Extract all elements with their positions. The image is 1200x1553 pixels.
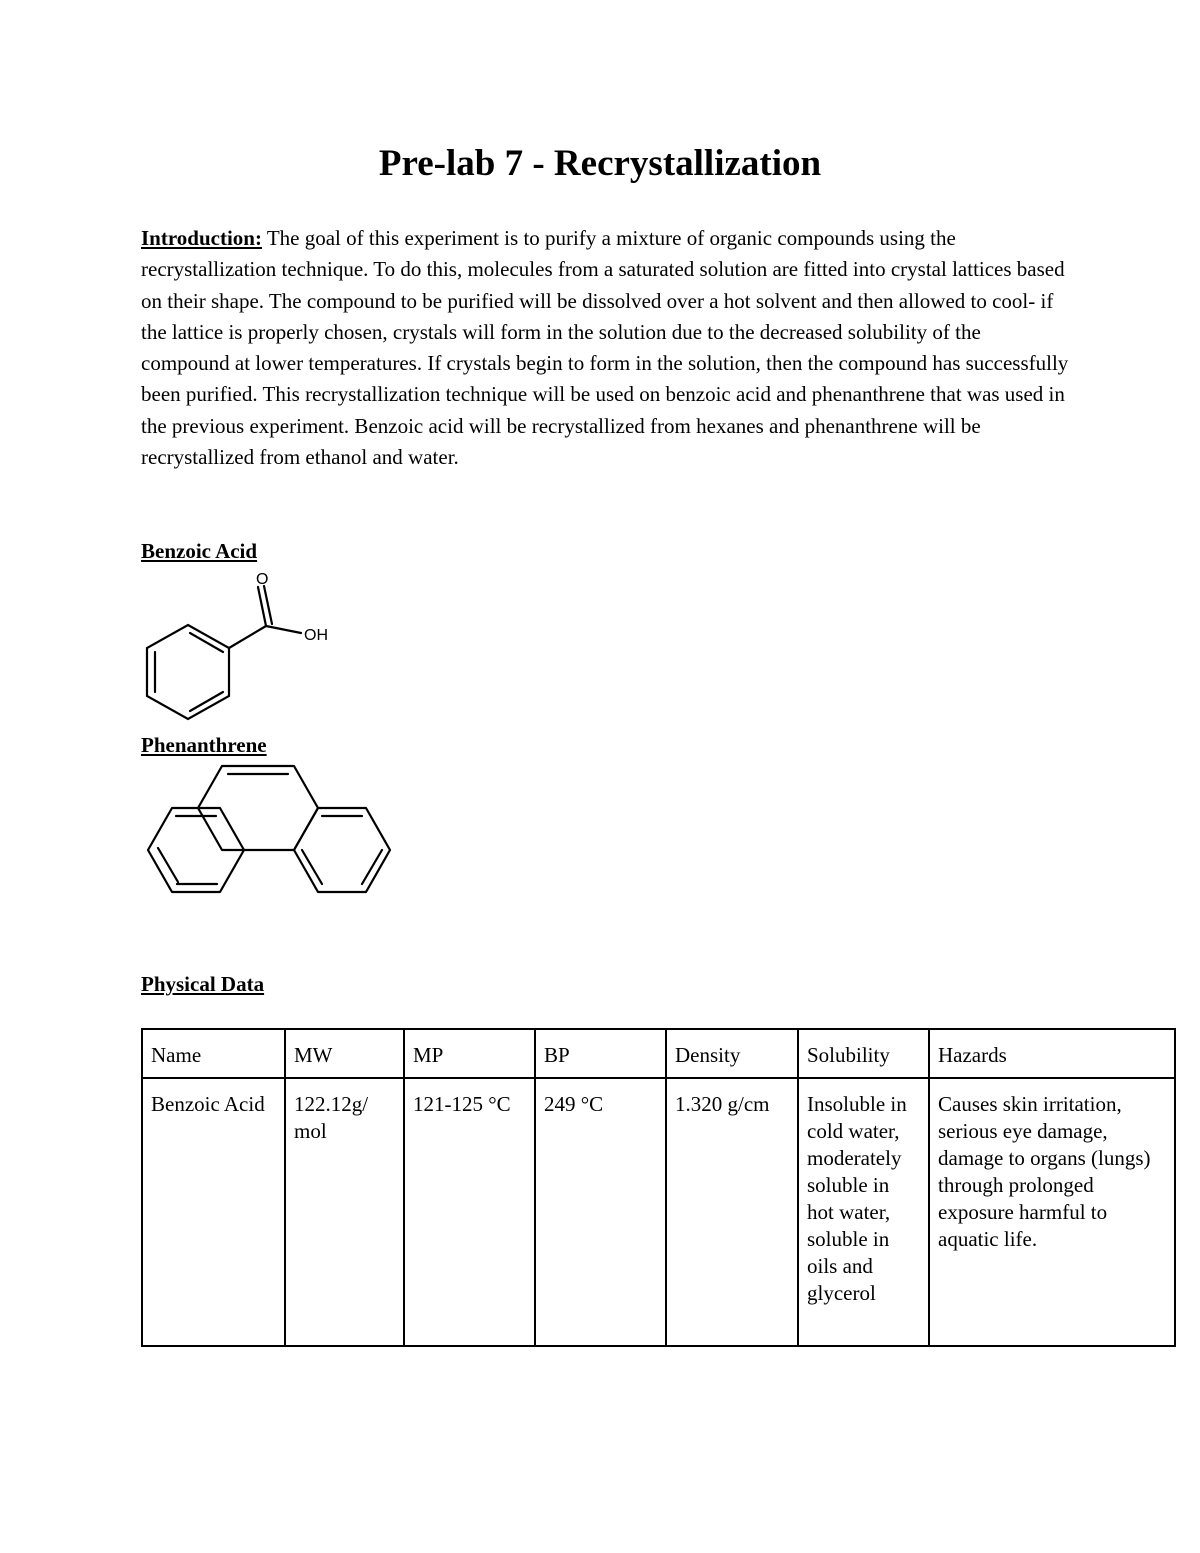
column-header-solubility: Solubility — [798, 1029, 929, 1078]
benzoic-acid-structure — [135, 565, 355, 730]
cell-name: Benzoic Acid — [142, 1078, 285, 1346]
cell-hazards: Causes skin irritation, serious eye damage, damage to organs (lungs) through prolonged exposure harmful to aquatic life. — [929, 1078, 1175, 1346]
page-title: Pre-lab 7 - Recrystallization — [378, 143, 822, 184]
benzoic-ring — [147, 625, 229, 719]
phenanthrene-structure — [140, 760, 400, 905]
phenanthrene-right-ring — [294, 808, 390, 892]
phenanthrene-heading: Phenanthrene — [141, 733, 267, 757]
physical-data-table — [141, 1028, 1176, 1347]
column-header-mp: MP — [404, 1029, 535, 1078]
oxygen-label: O — [256, 571, 269, 588]
column-header-bp: BP — [535, 1029, 666, 1078]
benzoic-acid-heading: Benzoic Acid — [141, 539, 258, 563]
cell-bp: 249 °C — [535, 1078, 666, 1346]
cell-mp: 121-125 °C — [404, 1078, 535, 1346]
cell-mw: 122.12g/ mol — [285, 1078, 404, 1346]
cell-density: 1.320 g/cm — [666, 1078, 798, 1346]
introduction-paragraph — [141, 223, 1071, 473]
physical-data-heading: Physical Data — [141, 972, 265, 996]
column-header-name: Name — [142, 1029, 285, 1078]
column-header-hazards: Hazards — [929, 1029, 1175, 1078]
table-row — [142, 1078, 1175, 1346]
table-header-row — [142, 1029, 1175, 1078]
phenanthrene-diagram — [140, 760, 400, 900]
carboxyl-bond — [229, 626, 266, 648]
benzoic-acid-diagram — [135, 565, 355, 725]
column-header-mw: MW — [285, 1029, 404, 1078]
introduction-heading: Introduction: — [141, 226, 262, 250]
hydroxyl-label: OH — [304, 627, 328, 644]
cell-solubility: Insoluble in cold water, moderately soluble in hot water, soluble in oils and glycerol — [798, 1078, 929, 1346]
introduction-text: The goal of this experiment is to purify a mixture of organic compounds using the recrystallization technique. To do this, molecules from a saturated solution are fitted into crystal lattices based on their shape. The compound to be purified will be dissolved over a hot solvent and then allowed to cool- if the lattice is properly chosen, crystals will form in the solution due to the decreased solubility of the compound at lower temperatures. If crystals begin to form in the solution, then the compound has successfully been purified. This recrystallization technique will be used on benzoic acid and phenanthrene that was used in the previous experiment. Benzoic acid will be recrystallized from hexanes and phenanthrene will be recrystallized from ethanol and water. — [141, 226, 1069, 470]
column-header-density: Density — [666, 1029, 798, 1078]
